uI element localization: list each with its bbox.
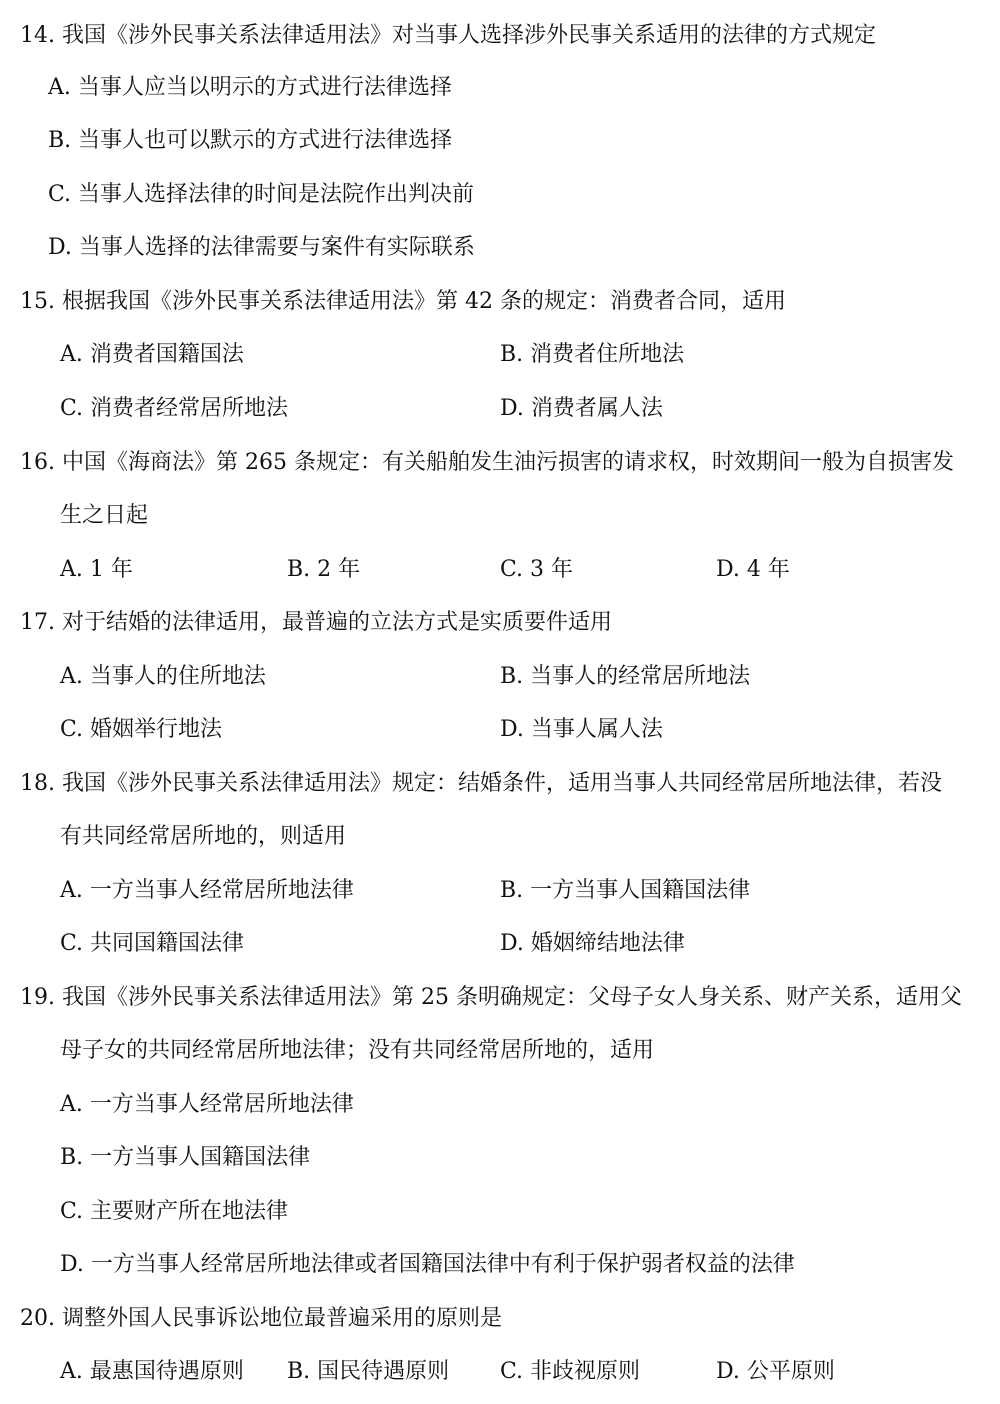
question-15-option-a: A. 消费者国籍国法 xyxy=(60,342,244,367)
question-19-stem-continued: 母子女的共同经常居所地法律；没有共同经常居所地的，适用 xyxy=(60,1038,655,1063)
question-15-option-c: C. 消费者经常居所地法 xyxy=(60,396,289,421)
question-18-stem: 18. 我国《涉外民事关系法律适用法》规定：结婚条件，适用当事人共同经常居所地法律，若没 xyxy=(20,771,942,796)
question-16-option-a: A. 1 年 xyxy=(60,557,133,582)
question-18-stem-continued: 有共同经常居所地的，则适用 xyxy=(60,824,347,849)
question-15-option-d: D. 消费者属人法 xyxy=(500,396,663,421)
question-16-option-c: C. 3 年 xyxy=(500,557,574,582)
question-15-stem: 15. 根据我国《涉外民事关系法律适用法》第 42 条的规定：消费者合同，适用 xyxy=(20,289,786,314)
question-16-stem: 16. 中国《海商法》第 265 条规定：有关船舶发生油污损害的请求权，时效期间一般为自损害发 xyxy=(20,450,954,475)
question-18-option-b: B. 一方当事人国籍国法律 xyxy=(500,878,751,903)
question-19-option-b: B. 一方当事人国籍国法律 xyxy=(60,1145,311,1170)
question-20-option-c: C. 非歧视原则 xyxy=(500,1359,641,1384)
question-16-stem-continued: 生之日起 xyxy=(60,503,149,528)
question-14-option-d: D. 当事人选择的法律需要与案件有实际联系 xyxy=(48,235,475,260)
question-14-stem: 14. 我国《涉外民事关系法律适用法》对当事人选择涉外民事关系适用的法律的方式规定 xyxy=(20,23,876,48)
question-18-option-c: C. 共同国籍国法律 xyxy=(60,931,245,956)
question-20-option-b: B. 国民待遇原则 xyxy=(287,1359,450,1384)
question-15-option-b: B. 消费者住所地法 xyxy=(500,342,685,367)
question-16-option-d: D. 4 年 xyxy=(716,557,790,582)
question-17-option-a: A. 当事人的住所地法 xyxy=(60,664,266,689)
question-19-stem: 19. 我国《涉外民事关系法律适用法》第 25 条明确规定：父母子女人身关系、财产关系，适用父 xyxy=(20,985,962,1010)
question-14-option-a: A. 当事人应当以明示的方式进行法律选择 xyxy=(48,75,452,100)
question-19-option-c: C. 主要财产所在地法律 xyxy=(60,1199,289,1224)
question-18-option-a: A. 一方当事人经常居所地法律 xyxy=(60,878,354,903)
question-20-stem: 20. 调整外国人民事诉讼地位最普遍采用的原则是 xyxy=(20,1306,502,1331)
question-19-option-d: D. 一方当事人经常居所地法律或者国籍国法律中有利于保护弱者权益的法律 xyxy=(60,1252,795,1277)
question-18-option-d: D. 婚姻缔结地法律 xyxy=(500,931,685,956)
question-17-option-d: D. 当事人属人法 xyxy=(500,717,663,742)
question-17-stem: 17. 对于结婚的法律适用，最普遍的立法方式是实质要件适用 xyxy=(20,610,612,635)
question-17-option-c: C. 婚姻举行地法 xyxy=(60,717,223,742)
question-14-option-b: B. 当事人也可以默示的方式进行法律选择 xyxy=(48,128,453,153)
question-17-option-b: B. 当事人的经常居所地法 xyxy=(500,664,751,689)
question-19-option-a: A. 一方当事人经常居所地法律 xyxy=(60,1092,354,1117)
question-20-option-d: D. 公平原则 xyxy=(716,1359,835,1384)
question-14-option-c: C. 当事人选择法律的时间是法院作出判决前 xyxy=(48,182,475,207)
question-16-option-b: B. 2 年 xyxy=(287,557,361,582)
question-20-option-a: A. 最惠国待遇原则 xyxy=(60,1359,244,1384)
